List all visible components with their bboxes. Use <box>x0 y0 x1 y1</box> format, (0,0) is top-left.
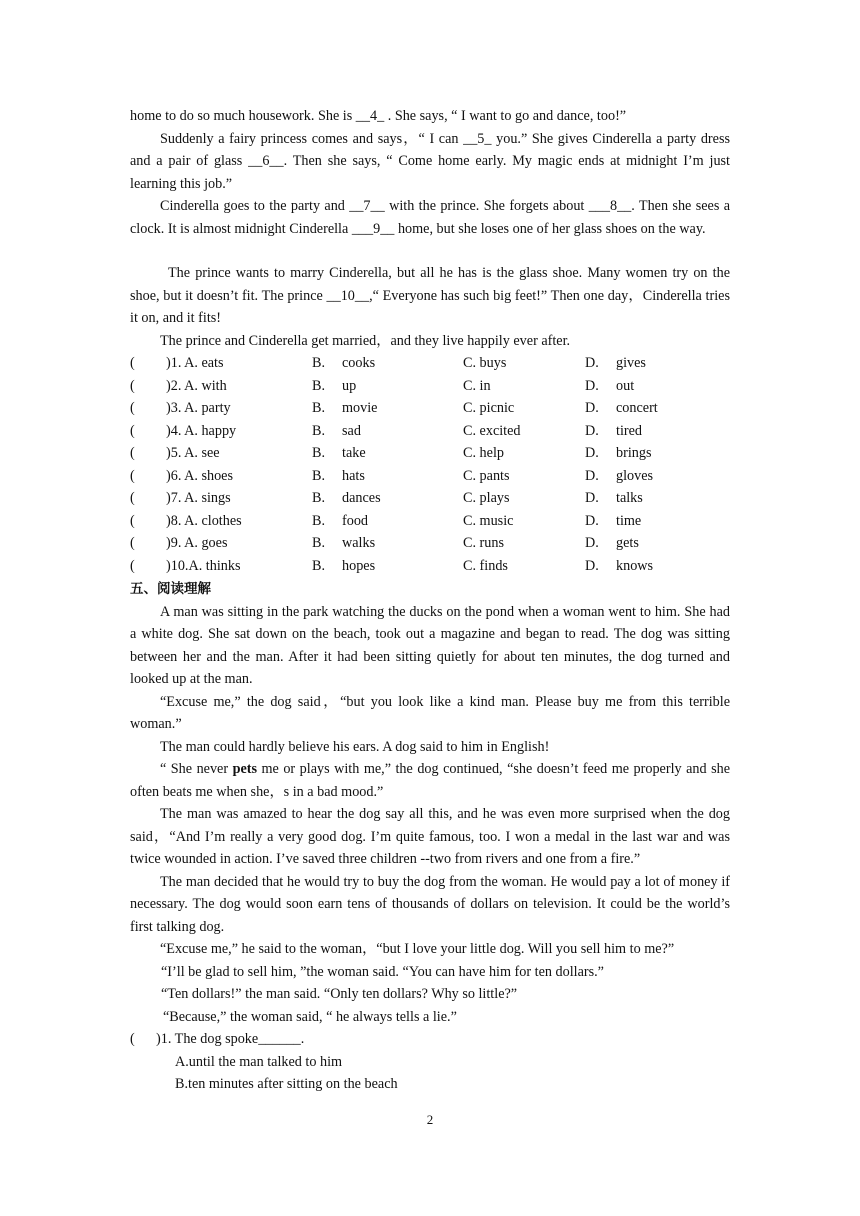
question-c: C. plays <box>463 490 510 506</box>
question-row <box>130 532 730 555</box>
question-paren: ( <box>130 535 135 551</box>
story-paragraph-1: home to do so much housework. She is __4_ . She says, “ I want to go and dance, too!” <box>130 108 627 124</box>
question-paren: ( <box>130 490 135 506</box>
question-paren: ( <box>130 400 135 416</box>
question-d: D. <box>585 355 599 371</box>
story-paragraph-2: Suddenly a fairy princess comes and says，“ I can __5_ you.” She gives Cinderella a party dress and a pair of glass __6__. Then she says, “ Come home early. My magic ends at midnight I’m just learning this job.” <box>130 130 730 192</box>
question-num: )1. A. eats <box>166 355 224 371</box>
question-bv: sad <box>342 422 361 439</box>
question-num: )9. A. goes <box>166 535 228 551</box>
page-number: 2 <box>426 1112 434 1127</box>
reading-paragraph-6: The man decided that he would try to buy the dog from the woman. He would pay a lot of money if necessary. The dog would soon earn tens of thousands of dollars on television. It could be the world’s first talking dog. <box>130 873 730 935</box>
question-b: B. <box>312 377 326 394</box>
reading-option-a: A.until the man talked to him <box>175 1053 343 1070</box>
question-bv: up <box>342 377 357 394</box>
question-b: B. <box>312 467 326 484</box>
reading-paragraph-3: The man could hardly believe his ears. A dog said to him in English! <box>160 738 550 755</box>
reading-paragraph-10: “Because,” the woman said, “ he always tells a lie.” <box>163 1008 457 1025</box>
question-d: D. <box>585 400 599 416</box>
question-d: D. <box>585 490 599 506</box>
question-d: D. <box>585 377 599 394</box>
question-bv: movie <box>342 400 378 416</box>
question-num: )3. A. party <box>166 400 231 416</box>
question-num: )4. A. happy <box>166 422 237 439</box>
question-num: )5. A. see <box>166 445 220 461</box>
question-bv: take <box>342 445 366 461</box>
story-paragraph-4: The prince wants to marry Cinderella, but all he has is the glass shoe. Many women try on the shoe, but it doesn’t fit. The prince __10__,“ Everyone has such big feet!” Then one day，Cinderella tries it on, and it fits! <box>130 265 730 326</box>
question-paren: ( <box>130 377 135 394</box>
question-dv: tired <box>616 422 642 439</box>
question-bv: hopes <box>342 557 376 574</box>
question-paren: ( <box>130 422 135 439</box>
reading-paragraph-7: “Excuse me,” he said to the woman，“but I love your little dog. Will you sell him to me?” <box>160 941 675 957</box>
question-paren: ( <box>130 467 135 484</box>
question-b: B. <box>312 445 326 461</box>
question-c: C. excited <box>463 422 521 439</box>
question-c: C. finds <box>463 557 508 574</box>
question-b: B. <box>312 490 326 506</box>
question-num: )7. A. sings <box>166 490 231 506</box>
story-paragraph-5: The prince and Cinderella get married，and they live happily ever after. <box>160 332 571 349</box>
question-row <box>130 487 730 510</box>
reading-paragraph-5: The man was amazed to hear the dog say all this, and he was even more surprised when the dog said，“And I’m really a very good dog. I’m quite famous, too. I won a medal in the last war and was twice wounded in action. I’ve saved three children --two from rivers and one from a fire.” <box>130 806 730 867</box>
reading-paragraph-4-end: me or plays with me,” the dog continued, “she doesn’t feed me properly and she often beats me when she，s in a bad mood.” <box>130 761 730 800</box>
question-d: D. <box>585 445 599 461</box>
question-row <box>130 465 730 488</box>
reading-paragraph-8: “I’ll be glad to sell him, ”the woman said. “You can have him for ten dollars.” <box>161 963 604 980</box>
question-b: B. <box>312 400 326 416</box>
question-row <box>130 420 730 443</box>
question-num: )8. A. clothes <box>166 512 242 529</box>
question-d: D. <box>585 467 599 484</box>
question-num: )10.A. thinks <box>166 557 241 574</box>
reading-option-b: B.ten minutes after sitting on the beach <box>175 1076 398 1092</box>
reading-paragraph-1: A man was sitting in the park watching the ducks on the pond when a woman went to him. She had a white dog. She sat down on the beach, took out a magazine and began to read. The dog was sitting between her and the man. After it had been sitting quietly for about ten minutes, the dog turned and looked up at the man. <box>130 603 730 687</box>
question-num: )2. A. with <box>166 377 227 394</box>
question-dv: gets <box>616 535 639 551</box>
question-c: C. pants <box>463 467 510 484</box>
question-d: D. <box>585 512 599 529</box>
question-bv: cooks <box>342 355 376 371</box>
question-d: D. <box>585 535 599 551</box>
reading-paragraph-9: “Ten dollars!” the man said. “Only ten dollars? Why so little?” <box>161 986 518 1002</box>
question-c: C. runs <box>463 535 504 551</box>
question-paren: ( <box>130 355 135 371</box>
question-d: D. <box>585 422 599 439</box>
question-bv: hats <box>342 467 365 484</box>
question-row <box>130 510 730 533</box>
question-c: C. help <box>463 445 504 461</box>
question-dv: talks <box>616 490 643 506</box>
question-dv: time <box>616 512 642 529</box>
question-b: B. <box>312 535 326 551</box>
question-c: C. buys <box>463 355 507 371</box>
question-dv: brings <box>616 445 652 461</box>
question-c: C. in <box>463 377 491 394</box>
question-b: B. <box>312 422 326 439</box>
question-row <box>130 397 730 420</box>
question-row <box>130 375 730 398</box>
question-bv: walks <box>342 535 376 551</box>
story-paragraph-3: Cinderella goes to the party and __7__ with the prince. She forgets about ___8__. Then she sees a clock. It is almost midnight Cinderella ___9__ home, but she loses one of her glass shoes on the way. <box>130 198 730 237</box>
question-paren: ( <box>130 512 135 529</box>
question-paren: ( <box>130 557 135 574</box>
question-paren: ( <box>130 445 135 461</box>
question-b: B. <box>312 355 326 371</box>
question-dv: gives <box>616 355 646 371</box>
question-dv: concert <box>616 400 658 416</box>
question-c: C. music <box>463 512 514 529</box>
reading-question-stem: ( )1. The dog spoke______. <box>130 1031 305 1047</box>
question-row <box>130 442 730 465</box>
reading-paragraph-2: “Excuse me,” the dog said，“but you look like a kind man. Please buy me from this terrible woman.” <box>130 693 730 732</box>
question-bv: dances <box>342 490 381 506</box>
reading-paragraph-4 <box>130 758 730 803</box>
question-row <box>130 352 730 375</box>
question-b: B. <box>312 557 326 574</box>
question-b: B. <box>312 512 326 529</box>
reading-paragraph-4-start: “ She never <box>160 761 233 777</box>
section-heading: 五、阅读理解 <box>130 581 211 597</box>
question-d: D. <box>585 557 599 574</box>
question-dv: out <box>616 377 635 394</box>
bold-word-pets: pets <box>232 761 258 777</box>
question-c: C. picnic <box>463 400 515 416</box>
question-bv: food <box>342 512 369 529</box>
question-dv: gloves <box>616 467 654 484</box>
question-dv: knows <box>616 557 654 574</box>
question-row <box>130 555 730 578</box>
question-num: )6. A. shoes <box>166 467 233 484</box>
